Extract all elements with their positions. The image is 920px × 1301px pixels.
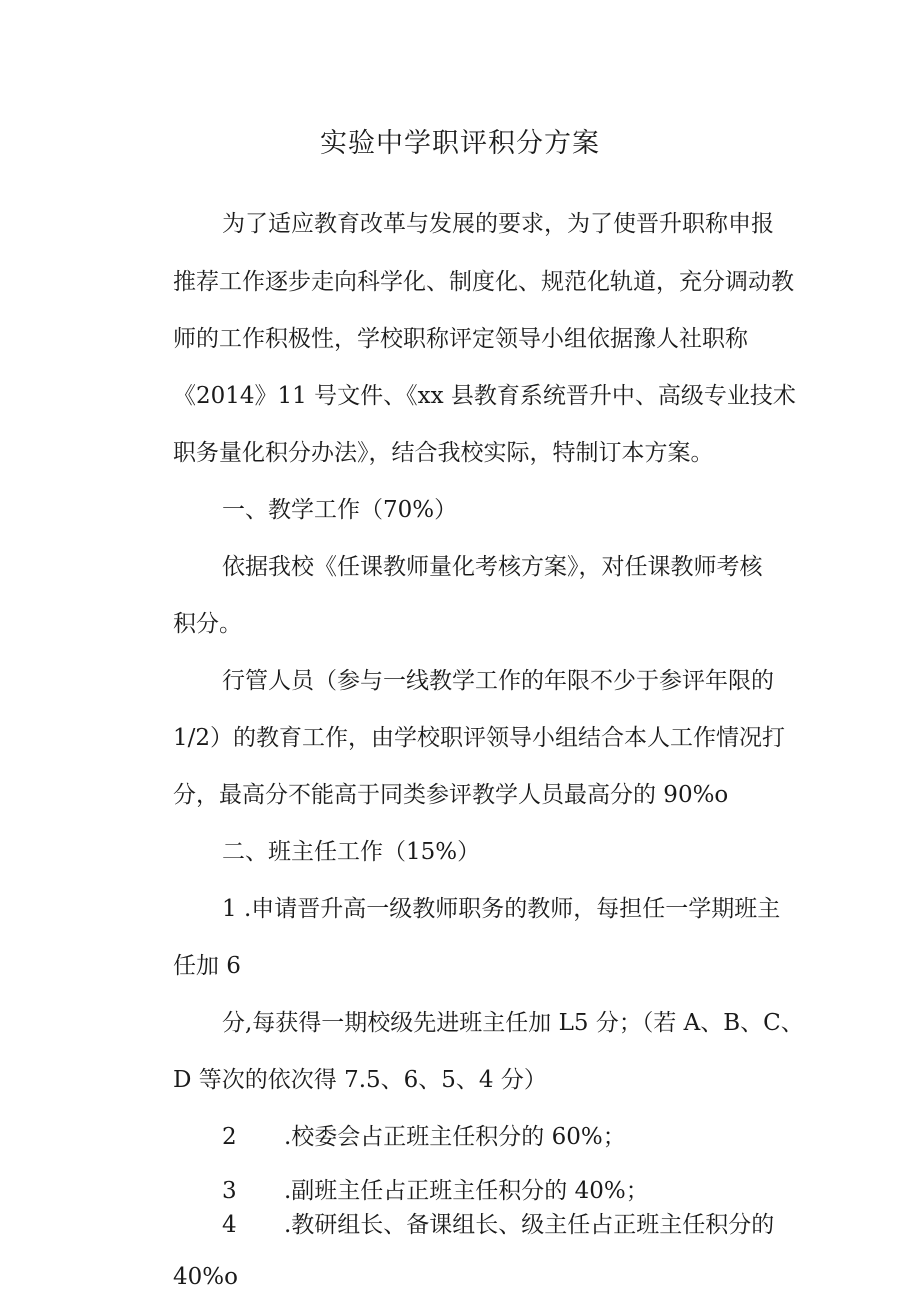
item-4-text: .教研组长、备课组长、级主任占正班主任积分的	[284, 1212, 775, 1238]
section-2-heading: 二、班主任工作（15%）	[222, 839, 481, 865]
section-1-heading: 一、教学工作（70%）	[222, 497, 458, 523]
item-4-tail: 40%o	[173, 1264, 238, 1290]
intro-line-5: 职务量化积分办法》，结合我校实际，特制订本方案。	[173, 440, 714, 466]
s1p1-line-2: 积分。	[173, 611, 242, 637]
s1p2-line-3: 分，最高分不能高于同类参评教学人员最高分的 90%o	[173, 782, 729, 808]
item-3-number: 3	[222, 1178, 237, 1204]
s2-item1-cont-line-2: D 等次的依次得 7.5、6、5、4 分）	[173, 1067, 547, 1093]
item-4-number: 4	[222, 1212, 237, 1238]
intro-line-1: 为了适应教育改革与发展的要求，为了使晋升职称申报	[222, 211, 774, 237]
page-title: 实验中学职评积分方案	[320, 128, 600, 159]
item-3-text: .副班主任占正班主任积分的 40%；	[284, 1178, 649, 1204]
s1p2-line-1: 行管人员（参与一线教学工作的年限不少于参评年限的	[222, 668, 774, 694]
intro-line-4: 《2014》11 号文件、《xx 县教育系统晋升中、高级专业技术	[173, 383, 796, 409]
item-2-text: .校委会占正班主任积分的 60%；	[284, 1124, 626, 1150]
s2-item1-cont-line-1: 分,每获得一期校级先进班主任加 L5 分；（若 A、B、C、	[222, 1010, 804, 1036]
item-2-number: 2	[222, 1124, 237, 1150]
s2-item1-line-1: 1 .申请晋升高一级教师职务的教师，每担任一学期班主	[222, 896, 781, 922]
s1p2-line-2: 1/2）的教育工作，由学校职评领导小组结合本人工作情况打	[173, 725, 786, 751]
s1p1-line-1: 依据我校《任课教师量化考核方案》，对任课教师考核	[222, 554, 763, 580]
s2-item1-line-2: 任加 6	[173, 953, 241, 979]
intro-line-2: 推荐工作逐步走向科学化、制度化、规范化轨道，充分调动教	[173, 269, 794, 295]
intro-line-3: 师的工作积极性，学校职称评定领导小组依据豫人社职称	[173, 326, 748, 352]
